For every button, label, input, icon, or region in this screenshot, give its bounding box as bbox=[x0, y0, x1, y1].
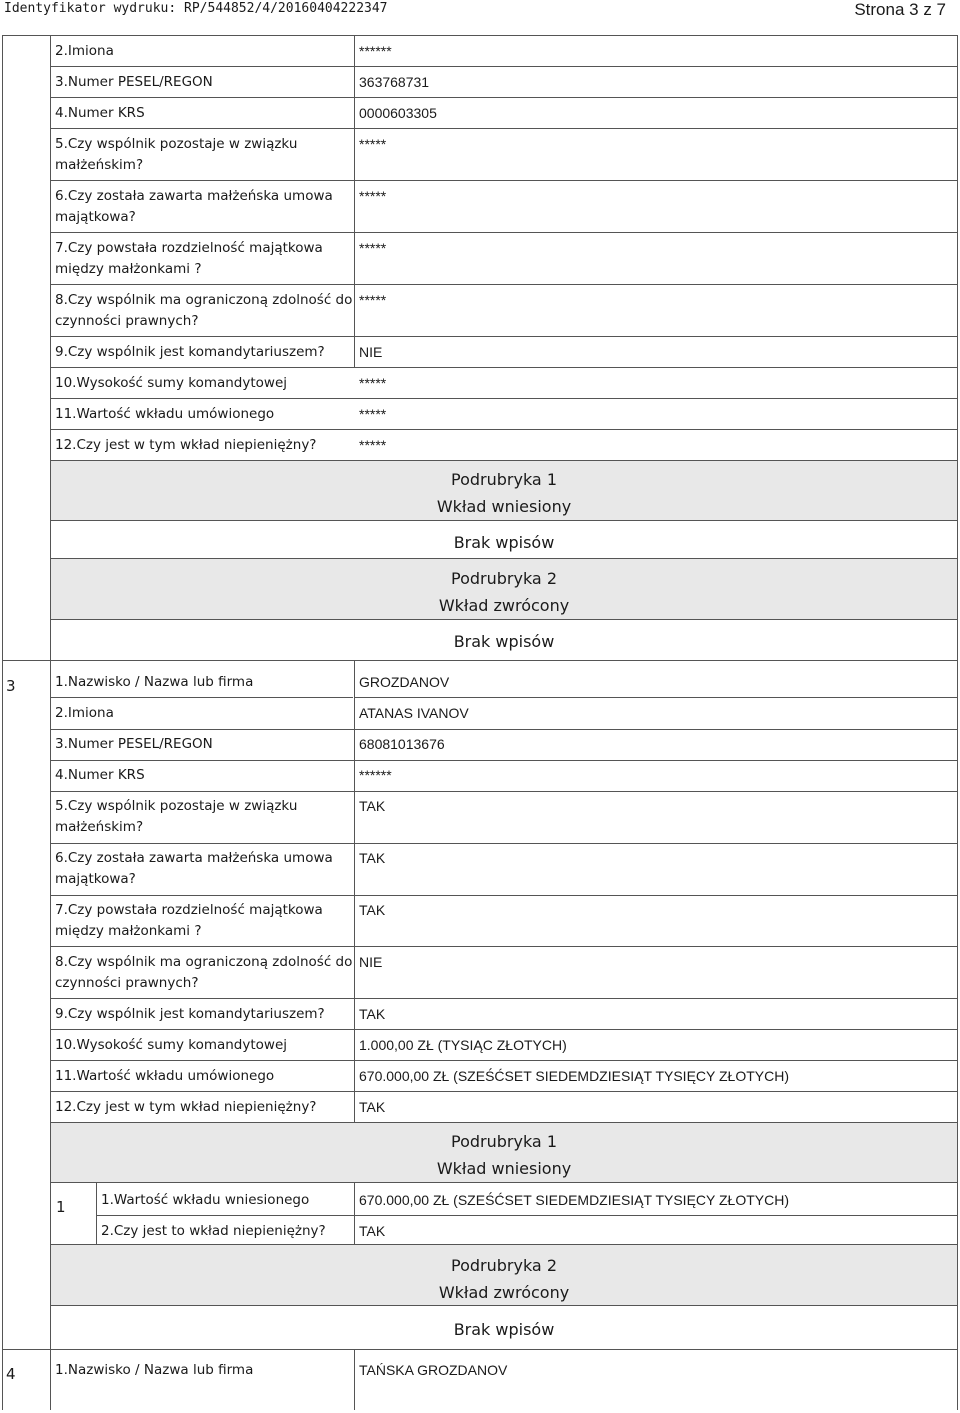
row-divider bbox=[50, 284, 957, 285]
row-divider bbox=[50, 1029, 957, 1030]
row-divider bbox=[50, 398, 957, 399]
value-q6: ***** bbox=[359, 188, 387, 204]
value-pesel: 68081013676 bbox=[359, 736, 445, 752]
row-divider bbox=[50, 843, 957, 844]
label-contribution-value: 1.Wartość wkładu wniesionego bbox=[101, 1192, 310, 1208]
row-divider bbox=[50, 1091, 957, 1092]
label-q5: 5.Czy wspólnik pozostaje w związku bbox=[55, 136, 298, 152]
row-divider bbox=[50, 946, 957, 947]
value-pesel: 363768731 bbox=[359, 74, 430, 90]
label-q8: 8.Czy wspólnik ma ograniczoną zdolność do bbox=[55, 954, 353, 970]
partner-number: 4 bbox=[6, 1365, 16, 1383]
partner-number: 3 bbox=[6, 677, 16, 695]
row-divider bbox=[50, 232, 957, 233]
label-q5: 5.Czy wspólnik pozostaje w związku bbox=[55, 798, 298, 814]
page-number: Strona 3 z 7 bbox=[854, 0, 946, 19]
subrubric-2-subtitle: Wkład zwrócony bbox=[438, 1283, 570, 1302]
label-q8-cont: czynności prawnych? bbox=[55, 975, 199, 991]
label-nazwisko: 1.Nazwisko / Nazwa lub firma bbox=[55, 674, 254, 690]
col-divider bbox=[354, 35, 355, 367]
label-q11: 11.Wartość wkładu umówionego bbox=[55, 406, 275, 422]
row-divider bbox=[50, 66, 957, 67]
label-q6: 6.Czy została zawarta małżeńska umowa bbox=[55, 188, 333, 204]
label-nazwisko: 1.Nazwisko / Nazwa lub firma bbox=[55, 1362, 254, 1378]
label-q8-cont: czynności prawnych? bbox=[55, 313, 199, 329]
row-divider bbox=[50, 760, 957, 761]
value-q7: ***** bbox=[359, 240, 387, 256]
subrubric-1-title: Podrubryka 1 bbox=[451, 1132, 557, 1151]
border bbox=[50, 35, 51, 1410]
empty-entries: Brak wpisów bbox=[453, 632, 555, 651]
label-pesel: 3.Numer PESEL/REGON bbox=[55, 74, 213, 90]
col-divider bbox=[354, 661, 355, 1122]
value-q8: ***** bbox=[359, 292, 387, 308]
label-q12: 12.Czy jest w tym wkład niepieniężny? bbox=[55, 437, 317, 453]
row-divider bbox=[50, 336, 957, 337]
value-contribution-nonmonetary: TAK bbox=[359, 1223, 386, 1239]
label-contribution-nonmonetary: 2.Czy jest to wkład niepieniężny? bbox=[101, 1223, 326, 1239]
subrubric-1-title: Podrubryka 1 bbox=[451, 470, 557, 489]
row-divider bbox=[50, 429, 957, 430]
label-imiona: 2.Imiona bbox=[55, 43, 114, 59]
label-q6-cont: majątkowa? bbox=[55, 209, 136, 225]
row-divider bbox=[50, 180, 957, 181]
label-pesel: 3.Numer PESEL/REGON bbox=[55, 736, 213, 752]
value-q7: TAK bbox=[359, 902, 386, 918]
row-divider bbox=[50, 619, 957, 620]
row-divider bbox=[354, 697, 957, 698]
subrubric-2-subtitle: Wkład zwrócony bbox=[438, 596, 570, 615]
row-divider bbox=[2, 1349, 958, 1350]
value-krs: 0000603305 bbox=[359, 105, 437, 121]
label-krs: 4.Numer KRS bbox=[55, 767, 145, 783]
value-q9: NIE bbox=[359, 344, 383, 360]
label-q9: 9.Czy wspólnik jest komandytariuszem? bbox=[55, 344, 325, 360]
label-q6-cont: majątkowa? bbox=[55, 871, 136, 887]
row-divider bbox=[50, 1182, 957, 1183]
col-divider bbox=[354, 1350, 355, 1410]
value-q9: TAK bbox=[359, 1006, 386, 1022]
label-q8: 8.Czy wspólnik ma ograniczoną zdolność do bbox=[55, 292, 353, 308]
contribution-number: 1 bbox=[56, 1198, 66, 1216]
value-imiona: ****** bbox=[359, 43, 392, 59]
label-q7: 7.Czy powstała rozdzielność majątkowa bbox=[55, 240, 323, 256]
row-divider bbox=[50, 367, 957, 368]
value-nazwisko: GROZDANOV bbox=[359, 674, 450, 690]
col-divider bbox=[96, 1182, 97, 1244]
value-q12: TAK bbox=[359, 1099, 386, 1115]
border bbox=[957, 35, 958, 1410]
value-imiona: ATANAS IVANOV bbox=[359, 705, 469, 721]
row-divider bbox=[50, 791, 957, 792]
label-imiona: 2.Imiona bbox=[55, 705, 114, 721]
label-q5-cont: małżeńskim? bbox=[55, 157, 144, 173]
label-q10: 10.Wysokość sumy komandytowej bbox=[55, 1037, 288, 1053]
label-q7-cont: między małżonkami ? bbox=[55, 923, 202, 939]
print-identifier: Identyfikator wydruku: RP/544852/4/20160404222347 bbox=[4, 1, 388, 16]
value-q5: ***** bbox=[359, 136, 387, 152]
row-divider bbox=[50, 97, 957, 98]
value-nazwisko: TAŃSKA GROZDANOV bbox=[359, 1362, 508, 1378]
subrubric-1-subtitle: Wkład wniesiony bbox=[436, 1159, 572, 1178]
row-divider bbox=[50, 729, 957, 730]
border bbox=[2, 35, 3, 1410]
row-divider bbox=[50, 128, 957, 129]
label-q5-cont: małżeńskim? bbox=[55, 819, 144, 835]
row-divider bbox=[50, 895, 957, 896]
value-q5: TAK bbox=[359, 798, 386, 814]
subrubric-2-title: Podrubryka 2 bbox=[451, 1256, 557, 1275]
label-krs: 4.Numer KRS bbox=[55, 105, 145, 121]
empty-entries: Brak wpisów bbox=[453, 1320, 555, 1339]
row-divider bbox=[50, 1060, 957, 1061]
label-q7-cont: między małżonkami ? bbox=[55, 261, 202, 277]
label-q6: 6.Czy została zawarta małżeńska umowa bbox=[55, 850, 333, 866]
label-q9: 9.Czy wspólnik jest komandytariuszem? bbox=[55, 1006, 325, 1022]
subrubric-1-subtitle: Wkład wniesiony bbox=[436, 497, 572, 516]
value-q10: ***** bbox=[359, 375, 387, 391]
row-divider bbox=[50, 520, 957, 521]
page-header bbox=[0, 0, 960, 22]
label-q11: 11.Wartość wkładu umówionego bbox=[55, 1068, 275, 1084]
value-q6: TAK bbox=[359, 850, 386, 866]
label-q7: 7.Czy powstała rozdzielność majątkowa bbox=[55, 902, 323, 918]
row-divider bbox=[2, 660, 958, 661]
empty-entries: Brak wpisów bbox=[453, 533, 555, 552]
col-divider bbox=[354, 1182, 355, 1244]
value-q11: ***** bbox=[359, 406, 387, 422]
value-contribution-value: 670.000,00 ZŁ (SZEŚĆSET SIEDEMDZIESIĄT TYSIĘCY ZŁOTYCH) bbox=[359, 1192, 789, 1208]
value-q8: NIE bbox=[359, 954, 383, 970]
subrubric-2-title: Podrubryka 2 bbox=[451, 569, 557, 588]
value-q12: ***** bbox=[359, 437, 387, 453]
row-divider bbox=[50, 697, 353, 698]
label-q10: 10.Wysokość sumy komandytowej bbox=[55, 375, 288, 391]
value-q11: 670.000,00 ZŁ (SZEŚĆSET SIEDEMDZIESIĄT TYSIĘCY ZŁOTYCH) bbox=[359, 1068, 789, 1084]
row-divider bbox=[50, 998, 957, 999]
value-q10: 1.000,00 ZŁ (TYSIĄC ZŁOTYCH) bbox=[359, 1037, 567, 1053]
row-divider bbox=[96, 1215, 957, 1216]
value-krs: ****** bbox=[359, 767, 392, 783]
label-q12: 12.Czy jest w tym wkład niepieniężny? bbox=[55, 1099, 317, 1115]
border bbox=[2, 35, 958, 36]
